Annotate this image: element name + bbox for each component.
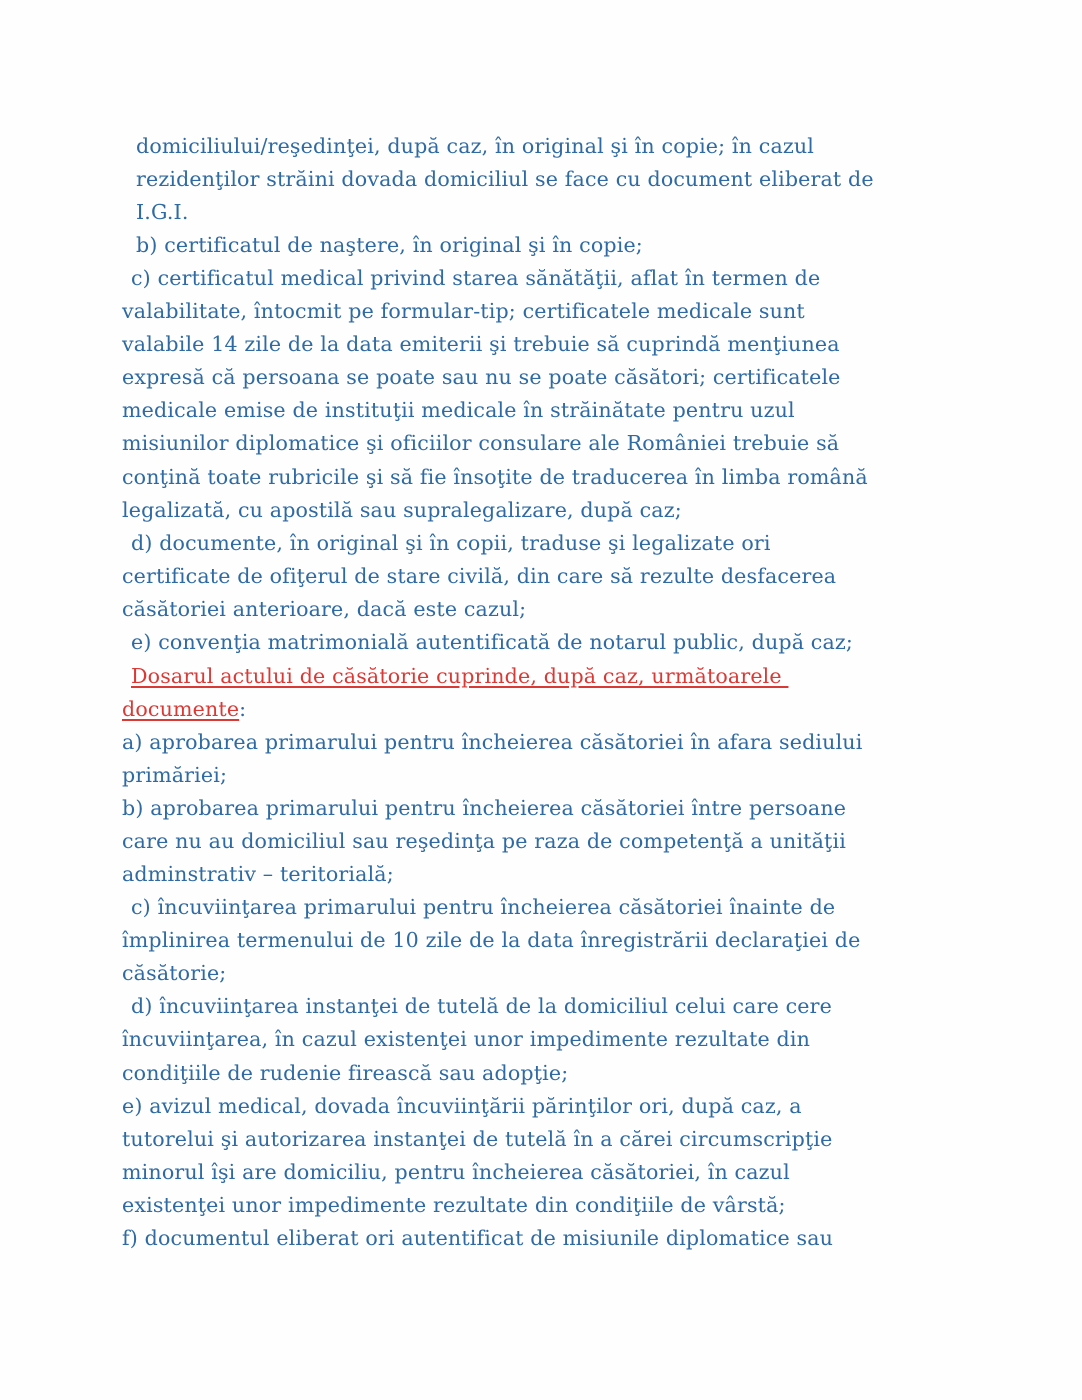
text-line: c) încuviinţarea primarului pentru încheierea căsătoriei înainte de: [131, 895, 836, 920]
text-line: primăriei;: [122, 763, 228, 788]
text-line: b) aprobarea primarului pentru încheierea căsătoriei între persoane: [122, 796, 847, 821]
text-line: expresă că persoana se poate sau nu se poate căsători; certificatele: [122, 365, 841, 390]
text-line: existenţei unor impedimente rezultate din condiţiile de vârstă;: [122, 1192, 786, 1217]
text-line: valabile 14 zile de la data emiterii şi trebuie să cuprindă menţiunea: [122, 332, 840, 357]
text-line: a) aprobarea primarului pentru încheierea căsătoriei în afara sediului: [122, 730, 863, 754]
text-line: care nu au domiciliul sau reşedinţa pe raza de competenţă a unităţii: [122, 829, 846, 854]
text-line: e) convenţia matrimonială autentificată de notarul public, după caz;: [131, 629, 854, 654]
text-line: rezidenţilor străini dovada domiciliul se face cu document eliberat de: [136, 167, 874, 192]
text-line: d) încuviinţarea instanţei de tutelă de la domiciliul celui care cere: [131, 994, 832, 1019]
text-line: legalizată, cu apostilă sau supralegalizare, după caz;: [122, 497, 682, 522]
text-line: misiunilor diplomatice şi oficiilor consulare ale României trebuie să: [122, 431, 840, 456]
text-line: căsătorie;: [122, 961, 227, 986]
text-line: c) certificatul medical privind starea sănătăţii, aflat în termen de: [131, 266, 821, 291]
text-line: valabilitate, întocmit pe formular-tip; certificatele medicale sunt: [122, 299, 805, 324]
text-line: minorul îşi are domiciliu, pentru încheierea căsătoriei, în cazul: [122, 1159, 790, 1184]
text-line: domiciliului/reşedinţei, după caz, în original şi în copie; în cazul: [136, 134, 815, 158]
text-line: e) avizul medical, dovada încuviinţării părinţilor ori, după caz, a: [122, 1093, 802, 1118]
text-line: conţină toate rubricile şi să fie însoţite de traducerea în limba română: [122, 464, 868, 489]
text-line: căsătoriei anterioare, dacă este cazul;: [122, 596, 527, 621]
text-line: I.G.I.: [136, 200, 189, 225]
section-heading-cont: [122, 693, 246, 726]
text-line: medicale emise de instituţii medicale în străinătate pentru uzul: [122, 398, 795, 423]
heading-link[interactable]: Dosarul actului de căsătorie cuprinde, după caz, următoarele: [131, 664, 789, 688]
text-line: împlinirea termenului de 10 zile de la data înregistrării declaraţiei de: [122, 928, 861, 953]
text-line: condiţiile de rudenie firească sau adopţie;: [122, 1060, 569, 1085]
section-heading: [131, 660, 788, 693]
text-line: d) documente, în original şi în copii, traduse şi legalizate ori: [131, 530, 771, 555]
text-line: f) documentul eliberat ori autentificat de misiunile diplomatice sau: [122, 1225, 834, 1250]
text-line: tutorelui şi autorizarea instanţei de tutelă în a cărei circumscripţie: [122, 1126, 833, 1151]
text-line: adminstrativ – teritorială;: [122, 862, 394, 887]
heading-link-cont[interactable]: documente: [122, 697, 240, 721]
heading-colon: :: [239, 697, 247, 721]
text-line: certificate de ofiţerul de stare civilă, din care să rezulte desfacerea: [122, 563, 837, 588]
text-line: încuviinţarea, în cazul existenţei unor impedimente rezultate din: [122, 1027, 811, 1052]
text-line: b) certificatul de naştere, în original şi în copie;: [136, 233, 643, 258]
